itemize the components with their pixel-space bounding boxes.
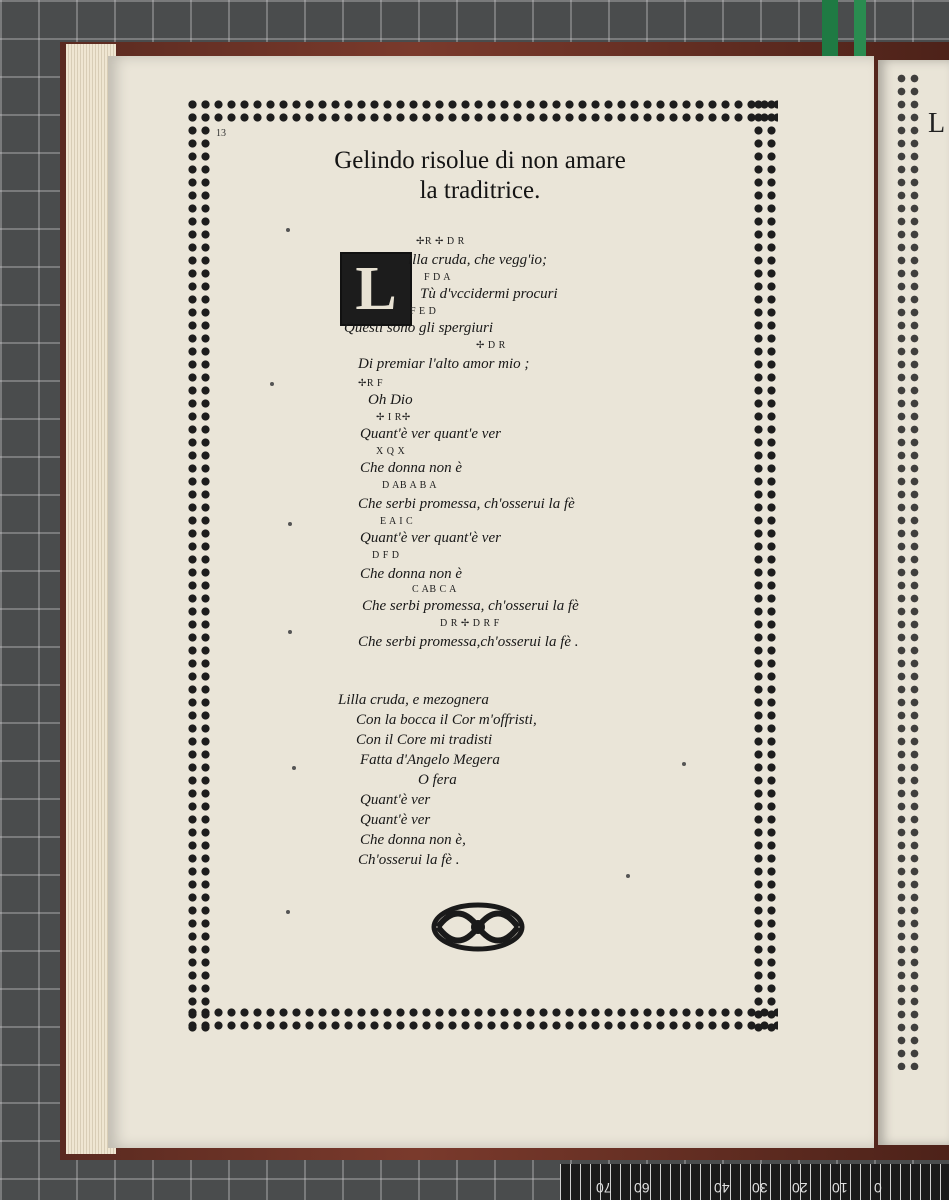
verse-line: Questi sono gli spergiuri xyxy=(344,320,494,336)
ruler-label: 10 xyxy=(832,1180,848,1196)
verse-line: Con la bocca il Cor m'offristi, xyxy=(356,712,537,728)
drop-cap-letter: L xyxy=(355,255,397,323)
facing-page-border xyxy=(895,72,921,1070)
ornament-border-top xyxy=(186,98,778,124)
chord-line: ✢R F xyxy=(358,378,384,389)
chord-line: ✢R ✢ D R xyxy=(416,236,465,247)
ink-speck xyxy=(286,228,290,232)
verse-line: Quant'è ver xyxy=(360,812,431,828)
verse-line: Che serbi promessa,ch'osserui la fè . xyxy=(358,634,579,650)
page-title xyxy=(250,146,710,206)
ink-speck xyxy=(270,382,274,386)
title-line-2: la traditrice. xyxy=(419,177,541,204)
title-line-1: Gelindo risolue di non amare xyxy=(334,147,626,174)
ink-speck xyxy=(286,910,290,914)
chord-line: ✢ I R✢ xyxy=(376,412,411,423)
verse-line: Quant'è ver xyxy=(360,792,431,808)
ink-speck xyxy=(626,874,630,878)
ribbon-bookmark xyxy=(822,0,838,60)
ribbon-bookmark-2 xyxy=(854,0,866,60)
chord-line: E A I C xyxy=(380,516,414,527)
facing-page-letter: L xyxy=(928,108,946,139)
ruler-label: 30 xyxy=(752,1180,768,1196)
verse-line: Che donna non è xyxy=(360,566,463,582)
ruler-label: 70 xyxy=(596,1180,612,1196)
verse-line: Quant'è ver quant'e ver xyxy=(360,426,501,442)
ornament-border-bottom xyxy=(186,1006,778,1032)
verse-line: O fera xyxy=(418,772,457,788)
verse-line: Di premiar l'alto amor mio ; xyxy=(358,356,530,372)
ruler-label: 0 xyxy=(874,1180,882,1196)
verse-line: Che serbi promessa, ch'osserui la fè xyxy=(362,598,579,614)
verse-line: illa cruda, che vegg'io; xyxy=(408,252,547,268)
verse-line: Con il Core mi tradisti xyxy=(356,732,493,748)
verse-line: Tù d'vccidermi procuri xyxy=(420,286,558,302)
chord-line: F E D xyxy=(410,306,437,317)
printer-ornament-icon xyxy=(428,900,528,954)
ornament-border-right xyxy=(752,98,778,1032)
ruler-label: 20 xyxy=(792,1180,808,1196)
chord-line: D AB A B A xyxy=(382,480,438,491)
ink-speck xyxy=(288,630,292,634)
ink-speck xyxy=(292,766,296,770)
ornament-border-left xyxy=(186,98,212,1032)
verse-line: Lilla cruda, e mezognera xyxy=(338,692,489,708)
verse-line: Quant'è ver quant'è ver xyxy=(360,530,501,546)
drop-cap xyxy=(340,252,412,326)
ruler-label: 40 xyxy=(714,1180,730,1196)
verse-line: Ch'osserui la fè . xyxy=(358,852,460,868)
chord-line: F D A xyxy=(424,272,451,283)
verse-line: Che donna non è, xyxy=(360,832,466,848)
verse-line: Oh Dio xyxy=(368,392,413,408)
chord-line: C AB C A xyxy=(412,584,457,595)
page-number: 13 xyxy=(216,128,226,139)
chord-line: D F D xyxy=(372,550,400,561)
verse-line: Fatta d'Angelo Megera xyxy=(360,752,500,768)
chord-line: X Q X xyxy=(376,446,406,457)
ruler-label: 60 xyxy=(634,1180,650,1196)
verse-line: Che donna non è xyxy=(360,460,463,476)
chord-line: D R ✢ D R F xyxy=(440,618,500,629)
ink-speck xyxy=(288,522,292,526)
verse-line: Che serbi promessa, ch'osserui la fè xyxy=(358,496,575,512)
ink-speck xyxy=(682,762,686,766)
chord-line: ✢ D R xyxy=(476,340,506,351)
